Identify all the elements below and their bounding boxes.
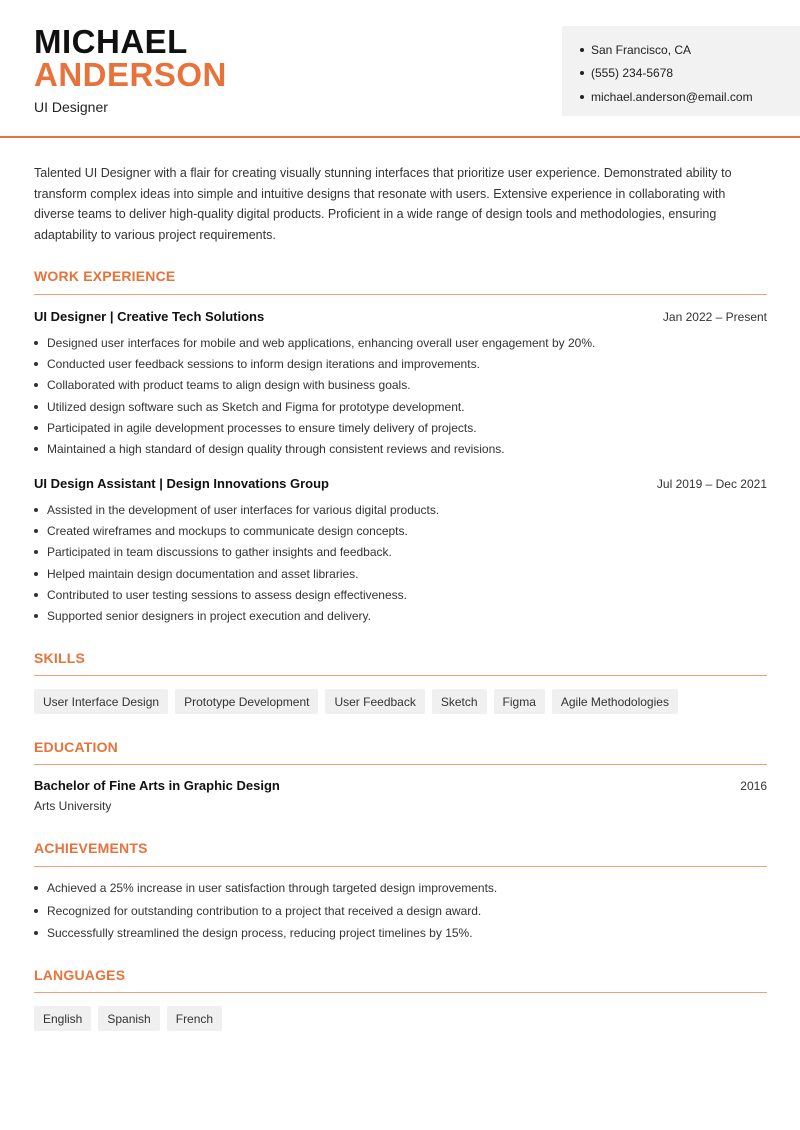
bullet-icon [580, 71, 584, 75]
job-title: UI Designer [34, 99, 108, 115]
list-item-text: Successfully streamlined the design process, reducing project timelines by 15%. [47, 926, 473, 941]
list-item-text: Participated in team discussions to gather insights and feedback. [47, 545, 392, 560]
contact-location-text: San Francisco, CA [591, 42, 692, 57]
job-dates: Jul 2019 – Dec 2021 [656, 476, 767, 491]
section-title-skills: SKILLS [34, 650, 85, 666]
list-item [34, 900, 767, 923]
language-chip: English [34, 1006, 91, 1031]
list-item-text: Supported senior designers in project execution and delivery. [47, 609, 371, 624]
contact-email-text: michael.anderson@email.com [591, 89, 753, 104]
summary: Talented UI Designer with a flair for creating visually stunning interfaces that prioritize user experience. Demonstrated ability to transform complex ideas into simple and intuitive designs that resonate with users. Extensive experience in collaborating with diverse teams to deliver high-quality digital products. Proficient in a wide range of design tools and methodologies, ensuring adaptability to various project requirements. [34, 166, 732, 242]
job-bullets [34, 332, 767, 460]
contact-email [580, 85, 800, 109]
skills-list [34, 689, 678, 714]
job-role: UI Designer | Creative Tech Solutions [34, 309, 265, 324]
bullet-icon [34, 931, 38, 935]
job-role: UI Design Assistant | Design Innovations Group [34, 476, 329, 491]
list-item-text: Achieved a 25% increase in user satisfaction through targeted design improvements. [47, 881, 498, 896]
skill-chip: User Feedback [325, 689, 424, 714]
bullet-icon [34, 886, 38, 890]
languages-list [34, 1006, 222, 1031]
list-item-text: Assisted in the development of user interfaces for various digital products. [47, 502, 440, 517]
list-item-text: Recognized for outstanding contribution to a project that received a design award. [47, 903, 482, 918]
list-item-text: Created wireframes and mockups to communicate design concepts. [47, 523, 408, 538]
list-item [34, 520, 767, 541]
bullet-icon [34, 572, 38, 576]
section-divider [34, 675, 767, 676]
contact-location [580, 38, 800, 62]
job-dates: Jan 2022 – Present [662, 309, 767, 324]
school-name: Arts University [34, 799, 112, 813]
list-item [34, 499, 767, 520]
list-item-text: Maintained a high standard of design quality through consistent reviews and revisions. [47, 442, 505, 457]
bullet-icon [34, 508, 38, 512]
list-item-text: Utilized design software such as Sketch and Figma for prototype development. [47, 399, 465, 414]
list-item [34, 922, 767, 945]
list-item [34, 417, 767, 438]
skill-chip: Agile Methodologies [552, 689, 678, 714]
bullet-icon [34, 383, 38, 387]
list-item-text: Designed user interfaces for mobile and web applications, enhancing overall user engagement by 20%. [47, 335, 596, 350]
skill-chip: Figma [494, 689, 545, 714]
skill-chip: Prototype Development [175, 689, 318, 714]
job-bullets [34, 499, 767, 627]
last-name: ANDERSON [34, 56, 227, 93]
graduation-year: 2016 [740, 778, 767, 793]
bullet-icon [34, 909, 38, 913]
list-item-text: Contributed to user testing sessions to assess design effectiveness. [47, 587, 407, 602]
list-item [34, 563, 767, 584]
list-item-text: Participated in agile development processes to ensure timely delivery of projects. [47, 420, 477, 435]
section-title-achievements: ACHIEVEMENTS [34, 840, 148, 856]
list-item [34, 584, 767, 605]
section-divider [34, 294, 767, 295]
list-item [34, 438, 767, 459]
bullet-icon [34, 550, 38, 554]
contact-phone [580, 62, 800, 86]
list-item-text: Helped maintain design documentation and asset libraries. [47, 566, 359, 581]
language-chip: Spanish [98, 1006, 159, 1031]
language-chip: French [167, 1006, 222, 1031]
bullet-icon [34, 405, 38, 409]
job-header [34, 309, 767, 324]
section-divider [34, 992, 767, 993]
achievements-list [34, 877, 767, 945]
bullet-icon [34, 614, 38, 618]
list-item-text: Collaborated with product teams to align design with business goals. [47, 378, 411, 393]
list-item [34, 375, 767, 396]
section-title-languages: LANGUAGES [34, 967, 126, 983]
bullet-icon [34, 341, 38, 345]
bullet-icon [34, 593, 38, 597]
skill-chip: Sketch [432, 689, 487, 714]
section-divider [34, 764, 767, 765]
list-item [34, 353, 767, 374]
skill-chip: User Interface Design [34, 689, 168, 714]
list-item-text: Conducted user feedback sessions to inform design iterations and improvements. [47, 356, 480, 371]
contact-phone-text: (555) 234-5678 [591, 66, 674, 81]
list-item [34, 332, 767, 353]
degree: Bachelor of Fine Arts in Graphic Design [34, 778, 280, 793]
section-title-education: EDUCATION [34, 739, 118, 755]
bullet-icon [34, 447, 38, 451]
first-name: MICHAEL [34, 23, 188, 60]
list-item [34, 605, 767, 626]
bullet-icon [34, 362, 38, 366]
section-divider [34, 866, 767, 867]
list-item [34, 396, 767, 417]
bullet-icon [580, 95, 584, 99]
list-item [34, 542, 767, 563]
education-header [34, 778, 767, 793]
list-item [34, 877, 767, 900]
section-title-work: WORK EXPERIENCE [34, 268, 176, 284]
bullet-icon [34, 529, 38, 533]
resume-header [0, 0, 800, 138]
contact-box [562, 26, 800, 116]
bullet-icon [34, 426, 38, 430]
bullet-icon [580, 48, 584, 52]
job-header [34, 476, 767, 491]
